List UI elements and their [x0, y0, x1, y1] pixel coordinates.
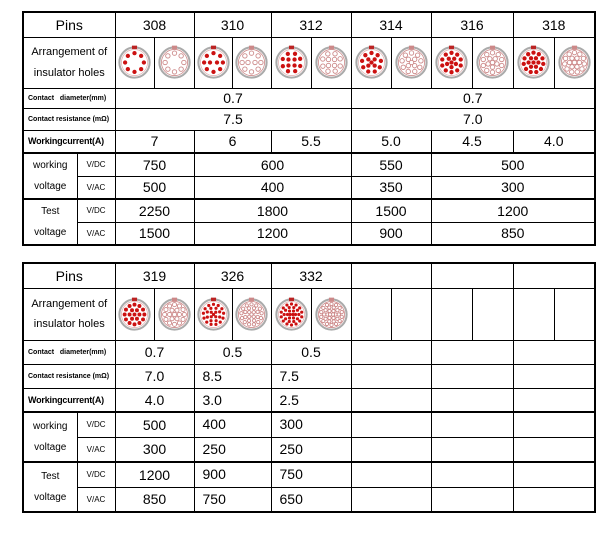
value-cell: 750: [115, 153, 194, 176]
empty-cell: [351, 462, 431, 487]
connector-male-icon: [431, 37, 472, 88]
value-cell: 5.0: [351, 130, 431, 153]
contact-resistance-row: [23, 364, 595, 388]
value-cell: 300: [115, 437, 194, 462]
connector-female-icon: [232, 288, 271, 340]
working-voltage-vac-row: [23, 176, 595, 199]
value-cell: 0.5: [194, 340, 271, 364]
empty-cell: [513, 364, 595, 388]
empty-cell: [513, 437, 595, 462]
value-cell: 1800: [194, 199, 351, 222]
value-cell: 1500: [115, 222, 194, 245]
vdc-label: V/DC: [77, 412, 115, 437]
arrangement-row: [23, 37, 595, 88]
value-cell: 1200: [431, 199, 595, 222]
value-cell: 750: [194, 487, 271, 512]
connector-male-icon: [271, 37, 311, 88]
value-cell: 550: [351, 153, 431, 176]
pin-number-cell: 319: [115, 263, 194, 288]
working-current-label: Workingcurrent(A): [23, 388, 115, 412]
vac-label: V/AC: [77, 222, 115, 245]
value-cell: 2.5: [271, 388, 351, 412]
empty-cell: [513, 288, 554, 340]
value-cell: 400: [194, 412, 271, 437]
value-cell: 7: [115, 130, 194, 153]
value-cell: 400: [194, 176, 351, 199]
connector-male-icon: [513, 37, 554, 88]
value-cell: 1200: [194, 222, 351, 245]
working-voltage-vdc-row: [23, 412, 595, 437]
value-cell: 750: [271, 462, 351, 487]
empty-cell: [431, 388, 513, 412]
value-cell: 0.7: [351, 88, 595, 108]
pin-number-cell: 308: [115, 12, 194, 37]
connector-male-icon: [351, 37, 391, 88]
pins-header-cell: Pins: [23, 12, 115, 37]
working-current-label: Workingcurrent(A): [23, 130, 115, 153]
value-cell: 500: [115, 176, 194, 199]
pins-header-row: [23, 12, 595, 37]
empty-cell: [431, 437, 513, 462]
value-cell: 2250: [115, 199, 194, 222]
vac-label: V/AC: [77, 487, 115, 512]
connector-female-icon: [154, 37, 194, 88]
vdc-label: V/DC: [77, 462, 115, 487]
connector-female-icon: [554, 37, 595, 88]
empty-cell: [513, 487, 595, 512]
empty-cell: [513, 388, 595, 412]
empty-cell: [513, 340, 595, 364]
connector-male-icon: [115, 288, 154, 340]
value-cell: 7.0: [351, 108, 595, 130]
value-cell: 4.5: [431, 130, 513, 153]
connector-female-icon: [311, 37, 351, 88]
connector-female-icon: [391, 37, 431, 88]
test-voltage-vac-row: [23, 487, 595, 512]
contact-diameter-label: Contact diameter(mm): [23, 340, 115, 364]
spec-table-319-332: [22, 262, 596, 513]
value-cell: 500: [115, 412, 194, 437]
working-voltage-label-cell: working voltage: [23, 412, 77, 462]
empty-cell: [351, 388, 431, 412]
value-cell: 8.5: [194, 364, 271, 388]
pin-number-cell: 332: [271, 263, 351, 288]
value-cell: 850: [431, 222, 595, 245]
value-cell: 500: [431, 153, 595, 176]
vac-label: V/AC: [77, 176, 115, 199]
value-cell: 3.0: [194, 388, 271, 412]
test-voltage-vdc-row: [23, 199, 595, 222]
connector-male-icon: [194, 37, 232, 88]
empty-cell: [431, 288, 472, 340]
arrangement-label-cell: [23, 37, 115, 88]
value-cell: 0.7: [115, 88, 351, 108]
test-voltage-label-cell: Test voltage: [23, 199, 77, 245]
value-cell: 350: [351, 176, 431, 199]
empty-cell: [431, 412, 513, 437]
empty-cell: [391, 288, 431, 340]
vac-label: V/AC: [77, 437, 115, 462]
value-cell: 7.0: [115, 364, 194, 388]
value-cell: 0.5: [271, 340, 351, 364]
connector-female-icon: [154, 288, 194, 340]
connector-male-icon: [194, 288, 232, 340]
empty-cell: [431, 462, 513, 487]
empty-cell: [351, 263, 431, 288]
working-voltage-vdc-row: [23, 153, 595, 176]
pins-header-row: [23, 263, 595, 288]
value-cell: 4.0: [513, 130, 595, 153]
empty-cell: [351, 437, 431, 462]
value-cell: 300: [431, 176, 595, 199]
empty-cell: [513, 462, 595, 487]
empty-cell: [513, 412, 595, 437]
empty-cell: [351, 340, 431, 364]
value-cell: 850: [115, 487, 194, 512]
value-cell: 7.5: [271, 364, 351, 388]
vdc-label: V/DC: [77, 199, 115, 222]
value-cell: 650: [271, 487, 351, 512]
connector-female-icon: [232, 37, 271, 88]
connector-female-icon: [311, 288, 351, 340]
value-cell: 0.7: [115, 340, 194, 364]
arrangement-row: [23, 288, 595, 340]
value-cell: 6: [194, 130, 271, 153]
vdc-label: V/DC: [77, 153, 115, 176]
test-voltage-vac-row: [23, 222, 595, 245]
pins-header-cell: Pins: [23, 263, 115, 288]
contact-resistance-label: Contact resistance (mΩ): [23, 108, 115, 130]
pin-number-cell: 312: [271, 12, 351, 37]
value-cell: 900: [194, 462, 271, 487]
pin-number-cell: 318: [513, 12, 595, 37]
spec-table-308-318: [22, 11, 596, 246]
arrangement-label: Arrangement of insulator holes: [31, 297, 108, 330]
test-voltage-label-cell: Test voltage: [23, 462, 77, 512]
empty-cell: [351, 412, 431, 437]
contact-diameter-label: Contact diameter(mm): [23, 88, 115, 108]
value-cell: 900: [351, 222, 431, 245]
connector-male-icon: [115, 37, 154, 88]
working-voltage-label-cell: working voltage: [23, 153, 77, 199]
connector-male-icon: [271, 288, 311, 340]
value-cell: 4.0: [115, 388, 194, 412]
empty-cell: [472, 288, 513, 340]
pin-number-cell: 326: [194, 263, 271, 288]
empty-cell: [431, 340, 513, 364]
pin-number-cell: 316: [431, 12, 513, 37]
working-current-row: [23, 130, 595, 153]
empty-cell: [431, 364, 513, 388]
connector-female-icon: [472, 37, 513, 88]
working-voltage-vac-row: [23, 437, 595, 462]
contact-resistance-row: [23, 108, 595, 130]
pin-number-cell: 314: [351, 12, 431, 37]
empty-cell: [351, 487, 431, 512]
pin-number-cell: 310: [194, 12, 271, 37]
value-cell: 250: [194, 437, 271, 462]
contact-diameter-row: [23, 340, 595, 364]
working-current-row: [23, 388, 595, 412]
value-cell: 7.5: [115, 108, 351, 130]
arrangement-label-cell: [23, 288, 115, 340]
test-voltage-vdc-row: [23, 462, 595, 487]
contact-diameter-row: [23, 88, 595, 108]
value-cell: 300: [271, 412, 351, 437]
arrangement-label: Arrangement of insulator holes: [31, 46, 108, 79]
value-cell: 600: [194, 153, 351, 176]
empty-cell: [513, 263, 595, 288]
empty-cell: [554, 288, 595, 340]
contact-resistance-label: Contact resistance (mΩ): [23, 364, 115, 388]
value-cell: 1500: [351, 199, 431, 222]
value-cell: 250: [271, 437, 351, 462]
empty-cell: [351, 288, 391, 340]
value-cell: 5.5: [271, 130, 351, 153]
empty-cell: [431, 263, 513, 288]
value-cell: 1200: [115, 462, 194, 487]
empty-cell: [431, 487, 513, 512]
empty-cell: [351, 364, 431, 388]
